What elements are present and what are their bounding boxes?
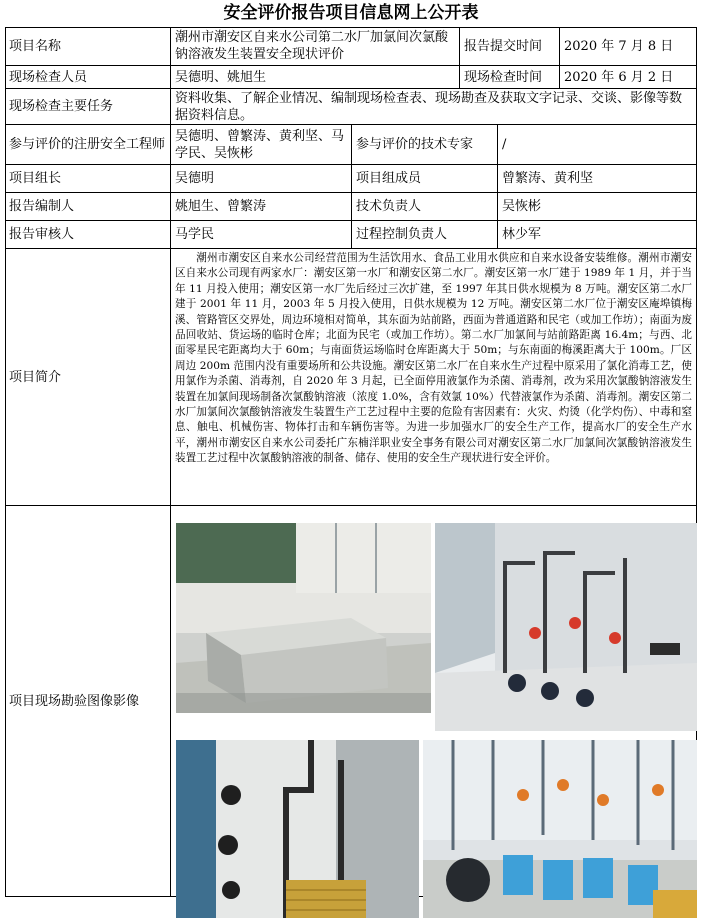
page-title: 安全评价报告项目信息网上公开表 bbox=[223, 3, 479, 23]
tasks-value: 资料收集、了解企业情况、编制现场检查表、现场勘查及获取文字记录、交谈、影像等数据资料信息。 bbox=[171, 89, 697, 125]
metering-pumps-photo bbox=[423, 740, 697, 918]
process-lead-label: 过程控制负责人 bbox=[352, 221, 498, 249]
tech-lead-label: 技术负责人 bbox=[352, 193, 498, 221]
wall-pipes-photo bbox=[176, 740, 419, 918]
tech-lead-value: 吴恢彬 bbox=[498, 193, 697, 221]
process-lead-value: 林少军 bbox=[498, 221, 697, 249]
images-label: 项目现场勘验图像影像 bbox=[5, 506, 171, 897]
tasks-label: 现场检查主要任务 bbox=[5, 89, 171, 125]
inspection-time-label: 现场检查时间 bbox=[460, 66, 560, 89]
inspectors-label: 现场检查人员 bbox=[5, 66, 171, 89]
intro-text: 潮州市潮安区自来水公司经营范围为生活饮用水、食品工业用水供应和自来水设备安装维修。潮州市潮安区自来水公司现有两家水厂：潮安区第一水厂和潮安区第二水厂。潮安区第一水厂建于 1989 年 1 月，并于当年 11 月投入使用；潮安区第一水厂先后经过三次扩建，至 1997 年其日供水规模为 8 万吨。潮安区第二水厂建于 2001 年 11 月，2003 年 5 月投入使用，日供水规模为 12 万吨。潮安区第二水厂位于潮安区庵埠镇梅溪、管路管区交界处，周边环境相对简单，其东面为站前路，西面为普通道路和民宅（或加工作坊）；南面为废品回收站、货运场的临时仓库；北面为民宅（或加工作坊）。第二水厂加氯间与站前路距离 16.4m；与西、北面零星民宅距离均大于 60m；与南面货运场临时仓库距离大于 50m；与东南面的梅溪距离大于 100m。厂区周边 200m 范围内没有重要场所和公共设施。潮安区第二水厂在自来水生产过程中原采用了氯化消毒工艺，使用氯作为杀菌、消毒剂，自 2020 年 3 月起，已全面停用液氯作为杀菌、消毒剂，改为采用次氯酸钠溶液发生装置在加氯间现场制备次氯酸钠溶液（浓度 1.0%，含有效氯 10%）代替液氯作为杀菌、消毒剂。潮安区第二水厂加氯间次氯酸钠溶液发生装置生产工艺过程中主要的危险有害因素有：火灾、灼烫（化学灼伤）、中毒和窒息、触电、机械伤害、物体打击和车辆伤害等。为进一步加强水厂的安全生产工作，提高水厂的安全生产水平，潮州市潮安区自来水公司委托广东楠洋职业安全事务有限公司对潮安区第二水厂加氯间次氯酸钠溶液发生装置工艺过程中次氯酸钠溶液的制备、储存、使用的安全生产现状进行安全评价。 bbox=[171, 249, 697, 506]
members-label: 项目组成员 bbox=[352, 165, 498, 193]
leader-label: 项目组长 bbox=[5, 165, 171, 193]
dosing-pipes-photo bbox=[435, 523, 697, 731]
inspectors-value: 吴德明、姚旭生 bbox=[171, 66, 460, 89]
submit-time-value: 2020 年 7 月 8 日 bbox=[560, 27, 697, 66]
experts-label: 参与评价的技术专家 bbox=[352, 125, 498, 165]
engineers-label: 参与评价的注册安全工程师 bbox=[5, 125, 171, 165]
stainless-tank-photo bbox=[176, 523, 431, 713]
engineers-value: 吴德明、曾繁涛、黄利坚、马学民、吴恢彬 bbox=[171, 125, 352, 165]
submit-time-label: 报告提交时间 bbox=[460, 27, 560, 66]
project-name-value: 潮州市潮安区自来水公司第二水厂加氯间次氯酸钠溶液发生装置安全现状评价 bbox=[171, 27, 460, 66]
reviewer-value: 马学民 bbox=[171, 221, 352, 249]
inspection-time-value: 2020 年 6 月 2 日 bbox=[560, 66, 697, 89]
compiler-value: 姚旭生、曾繁涛 bbox=[171, 193, 352, 221]
intro-label: 项目简介 bbox=[5, 249, 171, 506]
compiler-label: 报告编制人 bbox=[5, 193, 171, 221]
experts-value: / bbox=[498, 125, 697, 165]
info-table bbox=[5, 27, 697, 897]
members-value: 曾繁涛、黄利坚 bbox=[498, 165, 697, 193]
project-name-label: 项目名称 bbox=[5, 27, 171, 66]
reviewer-label: 报告审核人 bbox=[5, 221, 171, 249]
leader-value: 吴德明 bbox=[171, 165, 352, 193]
